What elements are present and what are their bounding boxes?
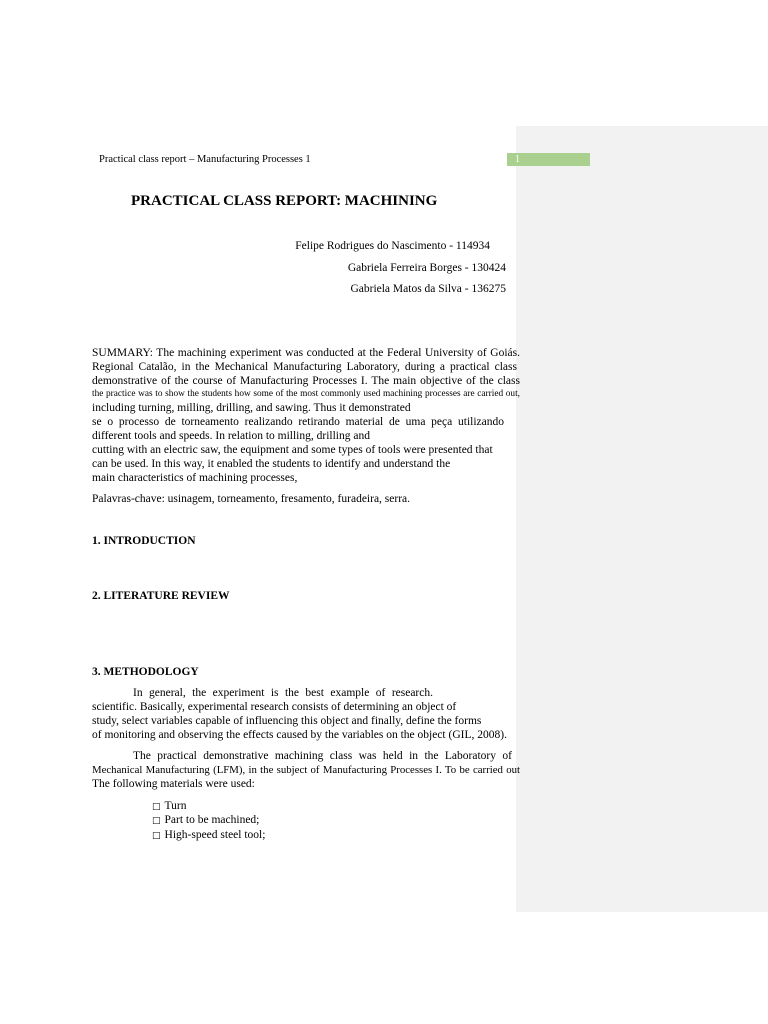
page-number: 1 (515, 154, 520, 165)
page-number-marker (507, 153, 590, 166)
methodology-paragraph-line: study, select variables capable of influencing this object and finally, define the forms (92, 715, 482, 727)
section-heading-literature-review: 2. LITERATURE REVIEW (92, 590, 230, 602)
summary-line: demonstrative of the course of Manufacturing Processes I. The main objective of the class (92, 375, 520, 387)
report-title: PRACTICAL CLASS REPORT: MACHINING (131, 193, 438, 209)
material-label: Turn (164, 800, 187, 812)
summary-line: can be used. In this way, it enabled the students to identify and understand the (92, 458, 451, 470)
summary-line: SUMMARY: The machining experiment was conducted at the Federal University of Goiás. (92, 347, 520, 359)
summary-line: main characteristics of machining processes, (92, 472, 298, 484)
summary-line: different tools and speeds. In relation to milling, drilling and (92, 430, 370, 442)
methodology-paragraph-line: The following materials were used: (92, 778, 255, 790)
summary-line: Regional Catalão, in the Mechanical Manufacturing Laboratory, during a practical class (92, 361, 517, 373)
methodology-paragraph-line: The practical demonstrative machining class was held in the Laboratory of (133, 750, 512, 762)
material-list-item (152, 828, 265, 843)
box-bullet-icon: □ (152, 816, 161, 826)
section-heading-introduction: 1. INTRODUCTION (92, 535, 196, 547)
box-bullet-icon: □ (152, 802, 161, 812)
material-label: Part to be machined; (164, 814, 260, 826)
summary-line: including turning, milling, drilling, and sawing. Thus it demonstrated (92, 402, 411, 414)
section-heading-methodology: 3. METHODOLOGY (92, 666, 199, 678)
material-list-item (152, 813, 259, 828)
methodology-paragraph-line: scientific. Basically, experimental research consists of determining an object of (92, 701, 457, 713)
summary-line: cutting with an electric saw, the equipment and some types of tools were presented that (92, 444, 493, 456)
material-label: High-speed steel tool; (164, 829, 266, 841)
author-line: Gabriela Matos da Silva - 136275 (350, 283, 506, 295)
running-header: Practical class report – Manufacturing Processes 1 (99, 154, 311, 165)
comments-margin-pane (516, 126, 768, 912)
methodology-paragraph-line: In general, the experiment is the best example of research. (133, 687, 433, 699)
methodology-paragraph-line: of monitoring and observing the effects caused by the variables on the object (GIL, 2008). (92, 729, 507, 741)
author-line: Gabriela Ferreira Borges - 130424 (347, 262, 506, 274)
methodology-paragraph-line: Mechanical Manufacturing (LFM), in the subject of Manufacturing Processes I. To be carried out (92, 764, 520, 776)
box-bullet-icon: □ (152, 831, 161, 841)
summary-line: the practice was to show the students how some of the most commonly used machining processes are carried out, (92, 389, 520, 399)
keywords-line: Palavras-chave: usinagem, torneamento, fresamento, furadeira, serra. (92, 493, 411, 505)
summary-line: se o processo de torneamento realizando retirando material de uma peça utilizando (92, 416, 504, 428)
material-list-item (152, 799, 186, 814)
author-line: Felipe Rodrigues do Nascimento - 114934 (295, 240, 490, 252)
